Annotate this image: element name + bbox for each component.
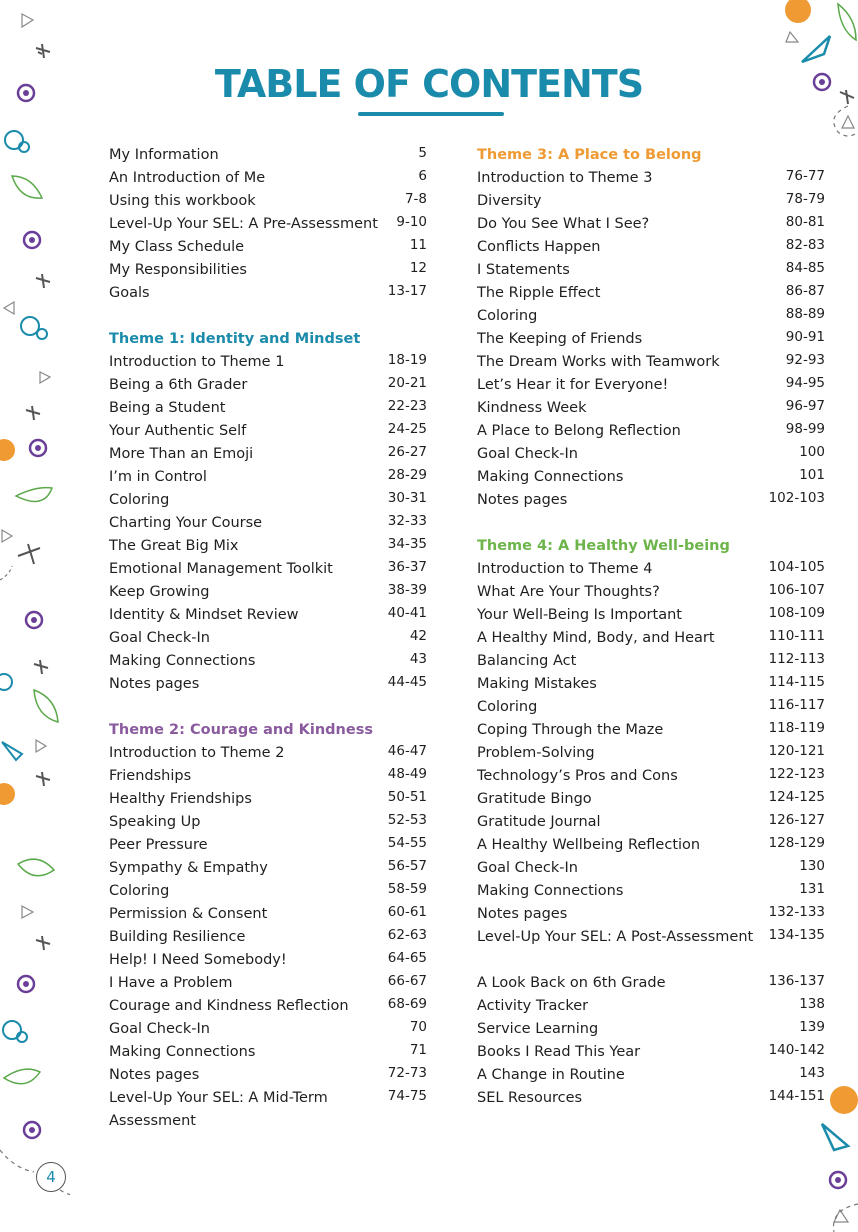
entry-page: 76-77 [785, 168, 825, 184]
toc-entry[interactable] [477, 628, 825, 651]
toc-entry[interactable] [109, 743, 427, 766]
entry-title: My Class Schedule [109, 239, 245, 255]
entry-page: 108-109 [768, 605, 825, 621]
entry-page: 112-113 [768, 651, 825, 667]
toc-entry[interactable] [477, 927, 825, 950]
entry-page: 143 [799, 1065, 825, 1081]
entry-page: 62-63 [387, 927, 427, 943]
toc-entry[interactable] [477, 651, 825, 674]
toc-entry[interactable] [477, 352, 825, 375]
entry-page: 11 [409, 237, 427, 253]
entry-title: Introduction to Theme 1 [109, 354, 285, 370]
airplane-icon [36, 936, 50, 950]
entry-title: Let’s Hear it for Everyone! [477, 377, 669, 393]
entry-page: 110-111 [768, 628, 825, 644]
toc-entry[interactable] [477, 260, 825, 283]
entry-title: A Healthy Mind, Body, and Heart [477, 630, 715, 646]
toc-entry[interactable] [477, 858, 825, 881]
entry-title: Introduction to Theme 4 [477, 561, 653, 577]
theme3-heading[interactable]: Theme 3: A Place to Belong [477, 147, 702, 163]
entry-title: Being a Student [109, 400, 226, 416]
page-title: TABLE OF CONTENTS [214, 62, 644, 106]
toc-entry[interactable] [109, 1065, 427, 1088]
triangle-icon [842, 116, 854, 128]
entry-title: Courage and Kindness Reflection [109, 998, 349, 1014]
toc-entry[interactable] [109, 444, 427, 467]
triangle-icon [40, 372, 50, 383]
toc-entry[interactable] [109, 582, 427, 605]
globe-icon [0, 783, 15, 805]
entry-title: Goal Check-In [477, 860, 578, 876]
leaf-icon [34, 690, 58, 722]
entry-page: 68-69 [387, 996, 427, 1012]
toc-entry[interactable] [109, 651, 427, 674]
entry-title: Introduction to Theme 3 [477, 170, 653, 186]
entry-title: Books I Read This Year [477, 1044, 641, 1060]
toc-entry[interactable] [109, 536, 427, 559]
entry-page: 36-37 [387, 559, 427, 575]
entry-page: 139 [799, 1019, 825, 1035]
toc-entry[interactable] [477, 283, 825, 306]
entry-page: 32-33 [387, 513, 427, 529]
entry-page: 56-57 [387, 858, 427, 874]
entry-page: 88-89 [785, 306, 825, 322]
entry-title: Peer Pressure [109, 837, 208, 853]
entry-title: Conflicts Happen [477, 239, 601, 255]
entry-title: Level-Up Your SEL: A Pre-Assessment [109, 216, 378, 232]
entry-title: Coloring [477, 308, 538, 324]
toc-entry[interactable] [477, 421, 825, 444]
theme2-heading[interactable]: Theme 2: Courage and Kindness [109, 722, 373, 738]
entry-title: Coloring [109, 883, 170, 899]
entry-title: An Introduction of Me [109, 170, 266, 186]
entry-title: Notes pages [477, 906, 568, 922]
entry-title: I Statements [477, 262, 570, 278]
gears-icon [21, 317, 47, 339]
entry-page: 144-151 [768, 1088, 825, 1104]
entry-title: SEL Resources [477, 1090, 583, 1106]
entry-page: 44-45 [387, 674, 427, 690]
entry-title: Goals [109, 285, 150, 301]
virus-icon [30, 440, 46, 456]
leaf-icon [16, 488, 52, 502]
toc-entry[interactable] [477, 812, 825, 835]
entry-page: 30-31 [387, 490, 427, 506]
toc-entry[interactable] [477, 835, 825, 858]
toc-entry[interactable] [109, 835, 427, 858]
left-border-decorations [0, 0, 70, 1232]
toc-entry[interactable] [477, 1019, 825, 1042]
entry-title: A Change in Routine [477, 1067, 625, 1083]
entry-title: Goal Check-In [477, 446, 578, 462]
entry-title: Making Mistakes [477, 676, 597, 692]
entry-title: Permission & Consent [109, 906, 268, 922]
triangle-icon [22, 906, 33, 918]
toc-entry[interactable] [477, 398, 825, 421]
airplane-icon [36, 274, 50, 288]
title-underline [358, 112, 504, 116]
toc-entry[interactable] [109, 812, 427, 835]
entry-page: 126-127 [768, 812, 825, 828]
toc-entry[interactable] [109, 927, 427, 950]
toc-entry[interactable] [109, 628, 427, 651]
entry-page: 60-61 [387, 904, 427, 920]
entry-page: 98-99 [785, 421, 825, 437]
entry-page: 70 [409, 1019, 427, 1035]
toc-entry[interactable] [477, 582, 825, 605]
entry-page: 13-17 [387, 283, 427, 299]
entry-page: 86-87 [785, 283, 825, 299]
gears-icon [5, 131, 29, 152]
toc-entry[interactable] [109, 996, 427, 1019]
rocket-icon [802, 36, 830, 62]
airplane-icon [26, 406, 40, 420]
entry-page: 28-29 [387, 467, 427, 483]
entry-page: 90-91 [785, 329, 825, 345]
entry-title: Charting Your Course [109, 515, 263, 531]
toc-entry[interactable] [477, 766, 825, 789]
toc-entry[interactable] [477, 1042, 825, 1065]
entry-title: My Responsibilities [109, 262, 247, 278]
section-gap [109, 697, 427, 720]
toc-entry[interactable] [477, 996, 825, 1019]
triangle-icon [2, 530, 12, 542]
entry-title: Coloring [109, 492, 170, 508]
entry-page: 72-73 [387, 1065, 427, 1081]
entry-title: Emotional Management Toolkit [109, 561, 333, 577]
toc-entry[interactable] [477, 444, 825, 467]
toc-entry[interactable] [109, 881, 427, 904]
entry-title: Introduction to Theme 2 [109, 745, 285, 761]
toc-entry[interactable] [477, 237, 825, 260]
airplane-icon [18, 544, 40, 564]
entry-title: Technology’s Pros and Cons [477, 768, 678, 784]
section-gap [477, 950, 825, 973]
entry-title: More Than an Emoji [109, 446, 254, 462]
toc-entry[interactable] [109, 237, 427, 260]
toc-entry[interactable] [477, 490, 825, 513]
entry-title: Notes pages [477, 492, 568, 508]
entry-title: What Are Your Thoughts? [477, 584, 660, 600]
triangle-icon [36, 740, 46, 752]
entry-page: 78-79 [785, 191, 825, 207]
entry-title: The Great Big Mix [109, 538, 239, 554]
toc-entry[interactable] [109, 858, 427, 881]
entry-page: 38-39 [387, 582, 427, 598]
triangle-icon [22, 14, 33, 27]
toc-right-column [477, 145, 825, 1111]
airplane-icon [36, 772, 50, 786]
toc-entry[interactable] [477, 720, 825, 743]
entry-page: 106-107 [768, 582, 825, 598]
entry-page: 7-8 [404, 191, 427, 207]
virus-icon [26, 612, 42, 628]
entry-page: 102-103 [768, 490, 825, 506]
section-gap [109, 306, 427, 329]
entry-page: 122-123 [768, 766, 825, 782]
entry-title: Coloring [477, 699, 538, 715]
toc-entry[interactable] [477, 168, 825, 191]
toc-entry[interactable] [477, 674, 825, 697]
entry-page: 82-83 [785, 237, 825, 253]
entry-page: 118-119 [768, 720, 825, 736]
entry-title: The Dream Works with Teamwork [477, 354, 720, 370]
toc-entry[interactable] [109, 513, 427, 536]
entry-title: A Healthy Wellbeing Reflection [477, 837, 701, 853]
entry-page: 34-35 [387, 536, 427, 552]
toc-entry[interactable] [477, 904, 825, 927]
toc-entry[interactable] [109, 421, 427, 444]
entry-title: A Look Back on 6th Grade [477, 975, 666, 991]
toc-entry[interactable] [477, 973, 825, 996]
entry-page: 24-25 [387, 421, 427, 437]
leaf-icon [12, 176, 42, 198]
toc-entry[interactable] [477, 214, 825, 237]
entry-page: 9-10 [396, 214, 427, 230]
rocket-icon [822, 1124, 848, 1150]
entry-title: Service Learning [477, 1021, 599, 1037]
toc-entry[interactable] [109, 283, 427, 306]
toc-entry[interactable] [109, 375, 427, 398]
entry-page: 124-125 [768, 789, 825, 805]
gears-icon [0, 674, 12, 690]
entry-title: Being a 6th Grader [109, 377, 248, 393]
entry-title: Kindness Week [477, 400, 587, 416]
toc-entry[interactable] [109, 605, 427, 628]
toc-entry[interactable] [109, 145, 427, 168]
entry-page: 80-81 [785, 214, 825, 230]
toc-entry[interactable] [477, 789, 825, 812]
entry-page: 6 [418, 168, 427, 184]
entry-title: Making Connections [477, 469, 624, 485]
toc-entry[interactable] [109, 674, 427, 697]
virus-icon [24, 1122, 40, 1138]
entry-page: 100 [799, 444, 825, 460]
toc-entry[interactable] [477, 605, 825, 628]
airplane-icon [36, 44, 50, 58]
entry-title: Keep Growing [109, 584, 210, 600]
entry-page: 42 [409, 628, 427, 644]
entry-page: 131 [799, 881, 825, 897]
entry-title: Sympathy & Empathy [109, 860, 268, 876]
entry-title: Goal Check-In [109, 630, 210, 646]
entry-page: 116-117 [768, 697, 825, 713]
entry-page: 140-142 [768, 1042, 825, 1058]
entry-title: Making Connections [109, 653, 256, 669]
leaf-icon [18, 859, 54, 876]
entry-title: Gratitude Journal [477, 814, 601, 830]
entry-page: 48-49 [387, 766, 427, 782]
entry-title: Friendships [109, 768, 192, 784]
toc-entry[interactable] [109, 191, 427, 214]
entry-title: Speaking Up [109, 814, 201, 830]
entry-page: 52-53 [387, 812, 427, 828]
entry-page: 84-85 [785, 260, 825, 276]
globe-icon [0, 439, 15, 461]
entry-title: The Keeping of Friends [477, 331, 643, 347]
entry-page: 96-97 [785, 398, 825, 414]
toc-entry[interactable] [109, 352, 427, 375]
rocket-icon [2, 742, 22, 760]
toc-entry[interactable] [477, 306, 825, 329]
entry-page: 92-93 [785, 352, 825, 368]
entry-page: 18-19 [387, 352, 427, 368]
entry-page: 46-47 [387, 743, 427, 759]
entry-page: 50-51 [387, 789, 427, 805]
toc-entry[interactable] [477, 559, 825, 582]
toc-entry[interactable] [109, 214, 427, 237]
entry-title: Making Connections [477, 883, 624, 899]
entry-title: Balancing Act [477, 653, 577, 669]
virus-icon [18, 976, 34, 992]
toc-entry[interactable] [109, 168, 427, 191]
entry-page: 66-67 [387, 973, 427, 989]
toc-entry[interactable] [477, 697, 825, 720]
entry-title: Goal Check-In [109, 1021, 210, 1037]
entry-title: Diversity [477, 193, 542, 209]
entry-title: Using this workbook [109, 193, 256, 209]
entry-page: 22-23 [387, 398, 427, 414]
virus-icon [24, 232, 40, 248]
entry-title: Your Authentic Self [109, 423, 247, 439]
entry-title: The Ripple Effect [477, 285, 601, 301]
entry-title: Do You See What I See? [477, 216, 650, 232]
theme1-heading[interactable]: Theme 1: Identity and Mindset [109, 331, 361, 347]
toc-entry[interactable] [109, 490, 427, 513]
entry-page: 5 [418, 145, 427, 161]
triangle-icon [786, 32, 798, 42]
entry-title: Level-Up Your SEL: A Mid-Term Assessment [109, 1090, 328, 1129]
entry-title: Building Resilience [109, 929, 246, 945]
entry-title: Problem-Solving [477, 745, 595, 761]
entry-page: 74-75 [387, 1088, 427, 1104]
entry-page: 54-55 [387, 835, 427, 851]
entry-title: I’m in Control [109, 469, 207, 485]
toc-entry[interactable] [109, 904, 427, 927]
toc-entry[interactable] [477, 191, 825, 214]
entry-title: Making Connections [109, 1044, 256, 1060]
entry-page: 64-65 [387, 950, 427, 966]
section-gap [477, 513, 825, 536]
entry-page: 43 [409, 651, 427, 667]
toc-entry[interactable] [109, 260, 427, 283]
entry-title: Gratitude Bingo [477, 791, 592, 807]
triangle-icon [4, 302, 14, 314]
entry-page: 94-95 [785, 375, 825, 391]
entry-page: 134-135 [768, 927, 825, 943]
entry-title: Your Well-Being Is Important [477, 607, 682, 623]
toc-entry[interactable] [477, 329, 825, 352]
entry-title: Identity & Mindset Review [109, 607, 299, 623]
toc-entry[interactable] [477, 375, 825, 398]
entry-title: Activity Tracker [477, 998, 589, 1014]
globe-icon [830, 1086, 858, 1114]
entry-title: Level-Up Your SEL: A Post-Assessment [477, 929, 754, 945]
toc-left-column [109, 145, 427, 1134]
entry-title: Coping Through the Maze [477, 722, 664, 738]
toc-entry[interactable] [477, 881, 825, 904]
toc-entry[interactable] [109, 467, 427, 490]
globe-icon [785, 0, 811, 23]
entry-page: 104-105 [768, 559, 825, 575]
toc-entry[interactable] [109, 1088, 427, 1134]
entry-page: 136-137 [768, 973, 825, 989]
toc-entry[interactable] [477, 1088, 825, 1111]
entry-page: 128-129 [768, 835, 825, 851]
page-number: 4 [36, 1162, 66, 1192]
gears-icon [3, 1021, 27, 1042]
entry-page: 120-121 [768, 743, 825, 759]
entry-page: 138 [799, 996, 825, 1012]
entry-page: 130 [799, 858, 825, 874]
toc-entry[interactable] [109, 766, 427, 789]
entry-page: 101 [799, 467, 825, 483]
leaf-icon [4, 1069, 40, 1084]
entry-title: Help! I Need Somebody! [109, 952, 287, 968]
entry-title: My Information [109, 147, 219, 163]
entry-page: 114-115 [768, 674, 825, 690]
toc-entry[interactable] [477, 743, 825, 766]
entry-title: A Place to Belong Reflection [477, 423, 681, 439]
airplane-icon [34, 660, 48, 674]
entry-title: I Have a Problem [109, 975, 233, 991]
leaf-icon [838, 4, 856, 40]
toc-entry[interactable] [109, 1019, 427, 1042]
entry-title: Notes pages [109, 1067, 200, 1083]
entry-title: Notes pages [109, 676, 200, 692]
toc-entry[interactable] [477, 1065, 825, 1088]
theme4-heading[interactable]: Theme 4: A Healthy Well-being [477, 538, 730, 554]
entry-page: 26-27 [387, 444, 427, 460]
entry-page: 132-133 [768, 904, 825, 920]
toc-entry[interactable] [109, 789, 427, 812]
entry-page: 58-59 [387, 881, 427, 897]
toc-entry[interactable] [109, 1042, 427, 1065]
entry-page: 40-41 [387, 605, 427, 621]
toc-entry[interactable] [109, 559, 427, 582]
entry-page: 71 [409, 1042, 427, 1058]
toc-entry[interactable] [109, 973, 427, 996]
entry-page: 20-21 [387, 375, 427, 391]
entry-page: 12 [409, 260, 427, 276]
virus-icon [830, 1172, 846, 1188]
entry-title: Healthy Friendships [109, 791, 252, 807]
toc-entry[interactable] [109, 950, 427, 973]
toc-entry[interactable] [477, 467, 825, 490]
toc-entry[interactable] [109, 398, 427, 421]
